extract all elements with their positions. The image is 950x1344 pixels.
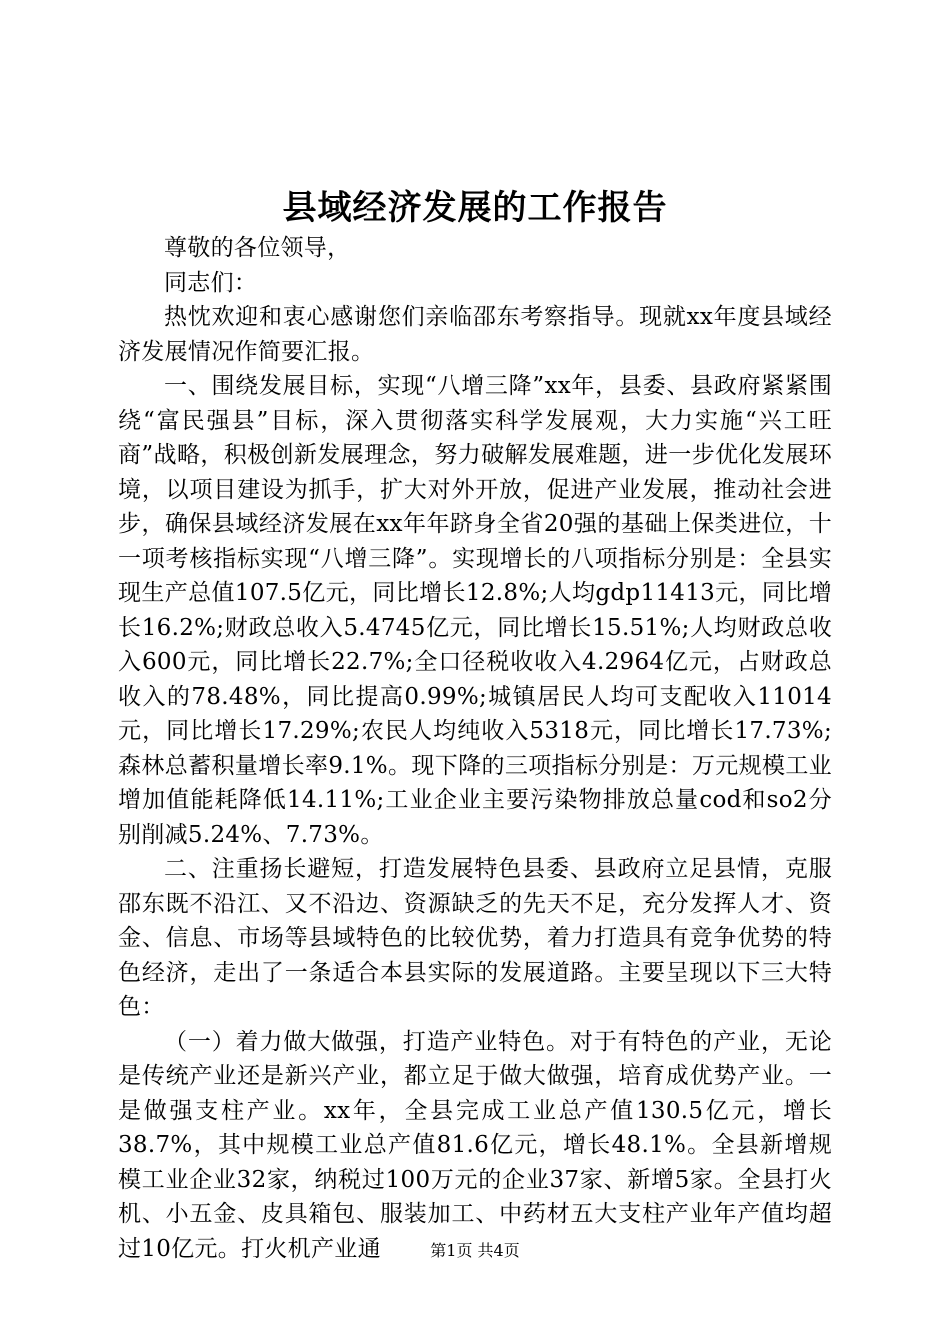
- body-paragraph: （一）着力做大做强，打造产业特色。对于有特色的产业，无论是传统产业还是新兴产业，都立足于做大做强，培育成优势产业。一是做强支柱产业。xx年，全县完成工业总产值130.5亿元，增长38.7%，其中规模工业总产值81.6亿元，增长48.1%。全县新增规模工业企业32家，纳税过100万元的企业37家、新增5家。全县打火机、小五金、皮具箱包、服装加工、中药材五大支柱产业年产值均超过10亿元。打火机产业通: [118, 1028, 832, 1262]
- body-paragraph: 热忱欢迎和衷心感谢您们亲临邵东考察指导。现就xx年度县域经济发展情况作简要汇报。: [118, 304, 832, 365]
- salutation-line: 尊敬的各位领导，: [164, 235, 351, 261]
- salutation-line: 同志们：: [164, 269, 258, 296]
- page-footer: 第1页 共4页: [430, 1241, 520, 1260]
- document-title: 县域经济发展的工作报告: [282, 188, 668, 228]
- body-paragraph: 二、注重扬长避短，打造发展特色县委、县政府立足县情，克服邵东既不沿江、又不沿边、资源缺乏的先天不足，充分发挥人才、资金、信息、市场等县域特色的比较优势，着力打造具有竞争优势的特色经济，走出了一条适合本县实际的发展道路。主要呈现以下三大特色：: [118, 856, 832, 1020]
- body-paragraph: 一、围绕发展目标，实现“八增三降”xx年，县委、县政府紧紧围绕“富民强县”目标，深入贯彻落实科学发展观，大力实施“兴工旺商”战略，积极创新发展理念，努力破解发展难题，进一步优化发展环境，以项目建设为抓手，扩大对外开放，促进产业发展，推动社会进步，确保县域经济发展在xx年年跻身全省20强的基础上保类进位，十一项考核指标实现“八增三降”。实现增长的八项指标分别是：全县实现生产总值107.5亿元，同比增长12.8%;人均gdp11413元，同比增长16.2%;财政总收入5.4745亿元，同比增长15.51%;人均财政总收入600元，同比增长22.7%;全口径税收收入4.2964亿元，占财政总收入的78.48%，同比提高0.99%;城镇居民人均可支配收入11014元，同比增长17.29%;农民人均纯收入5318元，同比增长17.73%;森林总蓄积量增长率9.1%。现下降的三项指标分别是：万元规模工业增加值能耗降低14.11%;工业企业主要污染物排放总量cod和so2分别削减5.24%、7.73%。: [118, 373, 832, 848]
- document-body: [118, 231, 832, 1266]
